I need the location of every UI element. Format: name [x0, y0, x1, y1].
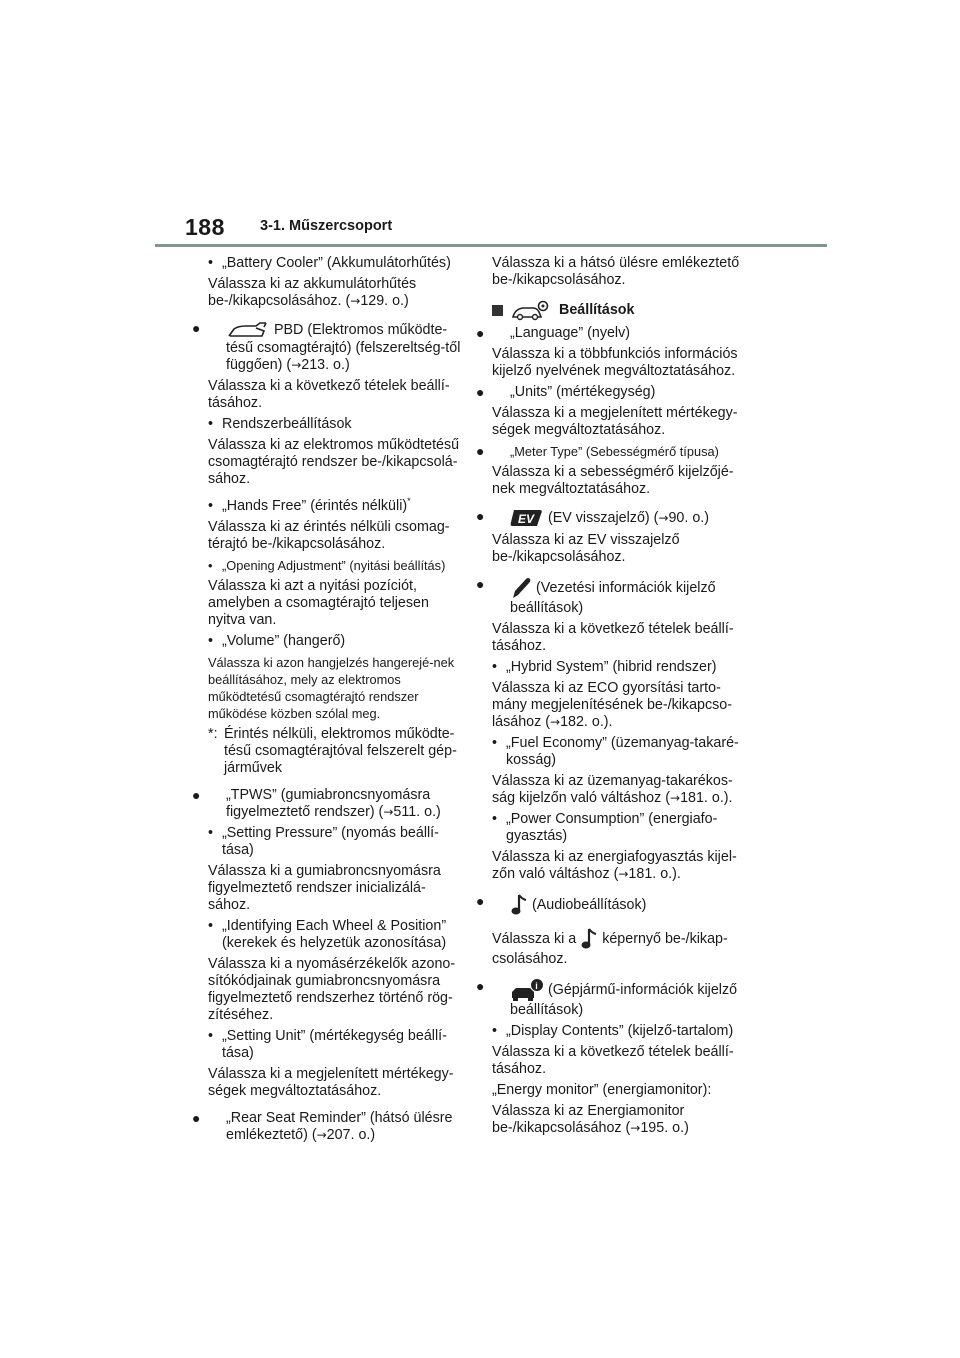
identify-wheel-title: • „Identifying Each Wheel & Position” (kerekek és helyzetük azonosítása) [208, 918, 447, 951]
pbd-title: ● PBD (Elektromos működte-tésű csomagtérajtó) (felszereltség-től függően) (→213. o.) [192, 320, 461, 373]
arrow-icon: → [383, 805, 394, 819]
display-contents-desc: Válassza ki a következő tételek beállí-tásához. [492, 1044, 734, 1077]
driving-info-icon [510, 576, 532, 600]
section-title: 3-1. Műszercsoport [260, 218, 393, 234]
music-note-icon [510, 893, 528, 917]
system-settings-desc: Válassza ki az elektromos működtetésű csomagtérajtó rendszer be-/kikapcsolá-sához. [208, 437, 460, 487]
arrow-icon: → [618, 867, 629, 881]
right-column [476, 255, 750, 1141]
meter-type-title: ● „Meter Type” (Sebességmérő típusa) [476, 443, 719, 459]
power-back-door-icon [226, 320, 270, 340]
settings-heading: Beállítások [492, 299, 750, 321]
arrow-icon: → [316, 1128, 327, 1142]
power-consumption-title: • „Power Consumption” (energiafo-gyasztás) [492, 811, 718, 844]
arrow-icon: → [291, 358, 302, 372]
rear-seat-reminder-title: ● „Rear Seat Reminder” (hátsó ülésre emlékeztető) (→207. o.) [192, 1110, 453, 1143]
setting-unit-desc: Válassza ki a megjelenített mértékegy-ségek megváltoztatásához. [208, 1066, 454, 1099]
square-bullet-icon [492, 305, 503, 316]
volume-desc: Válassza ki azon hangjelzés hangerejé-nek beállításához, mely az elektromos működtetésű csomagtérajtó rendszer működése közben szólal meg. [208, 655, 455, 721]
arrow-icon: → [550, 715, 561, 729]
hybrid-system-title: • „Hybrid System” (hibrid rendszer) [492, 659, 717, 675]
fuel-economy-title: • „Fuel Economy” (üzemanyag-takaré-kosság) [492, 735, 739, 768]
header-rule [155, 244, 827, 247]
hands-free-title: • „Hands Free” (érintés nélküli)* [208, 496, 411, 514]
language-title: ● „Language” (nyelv) [476, 325, 631, 341]
tpws-title: ● „TPWS” (gumiabroncsnyomásra figyelmeztető rendszer) (→511. o.) [192, 787, 441, 820]
left-column [192, 255, 466, 1148]
driving-info-title: ● (Vezetési információk kijelző beállítások) [476, 576, 716, 616]
footnote: *: Érintés nélküli, elektromos működte-tésű csomagtérajtóval felszerelt gép-járművek [208, 726, 457, 776]
fuel-economy-desc: Válassza ki az üzemanyag-takarékos-ság kijelzőn való váltáshoz (→181. o.). [492, 773, 733, 806]
identify-wheel-desc: Válassza ki a nyomásérzékelők azono-sítókódjainak gumiabroncsnyomásra figyelmeztető rendszerhez történő rög-zítéséhez. [208, 956, 456, 1023]
language-desc: Válassza ki a többfunkciós információs kijelző nyelvének megváltoztatásához. [492, 346, 738, 379]
system-settings-title: • Rendszerbeállítások [208, 416, 352, 432]
volume-title: • „Volume” (hangerő) [208, 633, 346, 649]
setting-pressure-desc: Válassza ki a gumiabroncsnyomásra figyelmeztető rendszer inicializálá-sához. [208, 863, 441, 913]
vehicle-info-icon [510, 978, 544, 1002]
arrow-icon: → [630, 1121, 641, 1135]
music-note-icon [580, 927, 598, 951]
units-desc: Válassza ki a megjelenített mértékegy-ségek megváltoztatásához. [492, 405, 738, 438]
setting-pressure-title: • „Setting Pressure” (nyomás beállí-tása) [208, 825, 439, 858]
audio-settings-title: ● (Audiobeállítások) [492, 893, 750, 917]
battery-cooler-desc: Válassza ki az akkumulátorhűtés be-/kikapcsolásához. (→129. o.) [208, 276, 417, 309]
page-number: 188 [185, 214, 225, 240]
hands-free-desc: Válassza ki az érintés nélküli csomag-térajtó be-/kikapcsolásához. [208, 519, 450, 552]
meter-type-desc: Válassza ki a sebességmérő kijelzőjé-nek megváltoztatásához. [492, 464, 734, 497]
svg-text:EV: EV [518, 512, 535, 526]
setting-unit-title: • „Setting Unit” (mértékegység beállí-tása) [208, 1028, 447, 1061]
audio-settings-desc: Válassza ki a képernyő be-/kikap-csolásához. [492, 927, 750, 968]
svg-text:i: i [535, 981, 538, 991]
arrow-icon: → [658, 510, 669, 525]
battery-cooler-title: • „Battery Cooler” (Akkumulátorhűtés) [208, 255, 451, 271]
ev-indicator-title: ● EV (EV visszajelző) (→90. o.) [476, 508, 709, 526]
driving-info-desc: Válassza ki a következő tételek beállí-tásához. [492, 621, 734, 654]
opening-adjustment-title: • „Opening Adjustment” (nyitási beállítás) [208, 558, 446, 573]
power-consumption-desc: Válassza ki az energiafogyasztás kijel-zőn való váltáshoz (→181. o.). [492, 849, 737, 882]
arrow-icon: → [350, 294, 361, 308]
hybrid-system-desc: Válassza ki az ECO gyorsítási tarto-mány megjelenítésének be-/kikapcso-lásához (→182. o.). [492, 680, 732, 730]
rear-seat-reminder-desc: Válassza ki a hátsó ülésre emlékeztető be-/kikapcsolásához. [492, 255, 740, 288]
vehicle-settings-icon [511, 299, 551, 321]
arrow-icon: → [670, 791, 681, 805]
display-contents-title: • „Display Contents” (kijelző-tartalom) [492, 1023, 734, 1039]
ev-indicator-icon [510, 508, 544, 528]
opening-adjustment-desc: Válassza ki azt a nyitási pozíciót, amelyben a csomagtérajtó teljesen nyitva van. [208, 578, 429, 628]
units-title: ● „Units” (mértékegység) [476, 384, 656, 400]
vehicle-info-title: ● i (Gépjármű-információk kijelző beállítások) [476, 978, 738, 1018]
pbd-desc: Válassza ki a következő tételek beállí-tásához. [208, 378, 450, 411]
energy-monitor-desc: Válassza ki az Energiamonitor be-/kikapcsolásához (→195. o.) [492, 1103, 689, 1136]
ev-indicator-desc: Válassza ki az EV visszajelző be-/kikapcsolásához. [492, 532, 680, 565]
energy-monitor-title: „Energy monitor” (energiamonitor): [492, 1082, 712, 1098]
